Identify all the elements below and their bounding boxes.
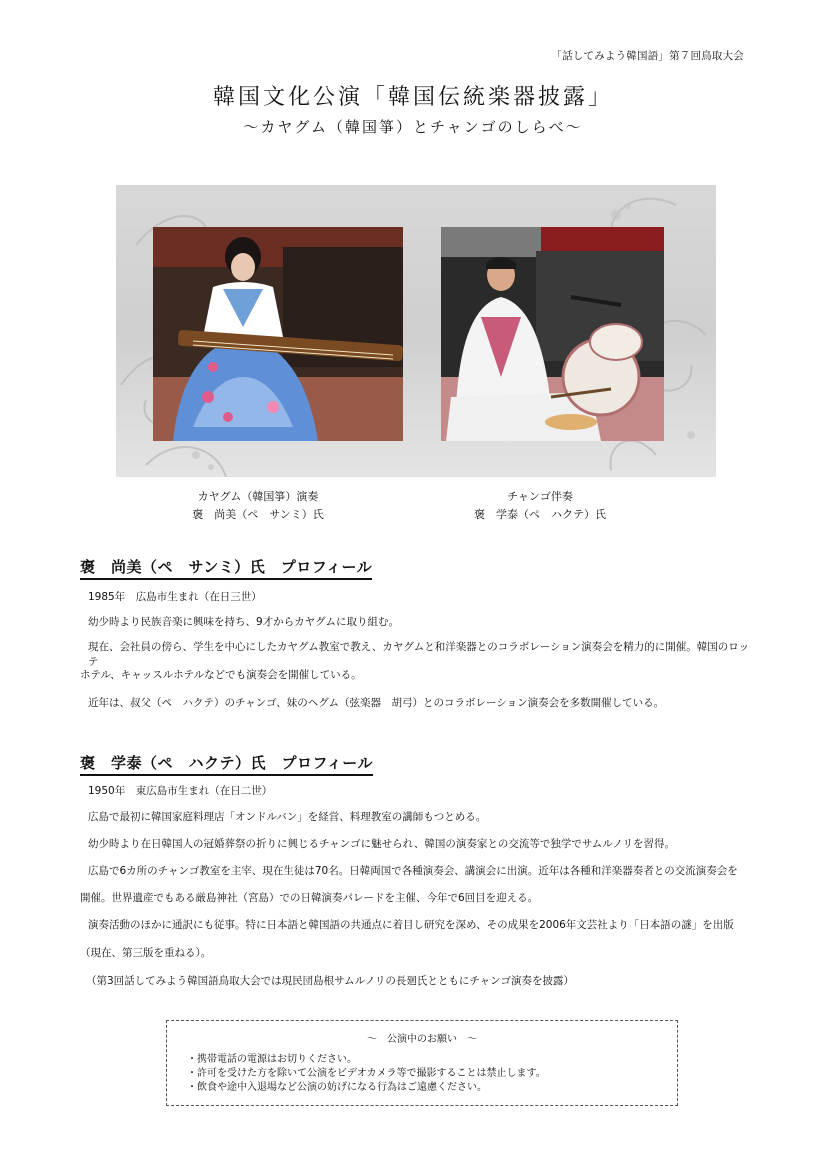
gayageum-caption-name: 褒 尚美（ペ サンミ）氏 [192,508,324,521]
gayageum-caption [178,488,338,524]
janggu-caption-role: チャンゴ伴奏 [507,490,573,503]
page-title: 韓国文化公演「韓国伝統楽器披露」 [212,85,613,110]
profile1-paragraph: 幼少時より民族音楽に興味を持ち、9才からカヤグムに取り組む。 [88,616,399,628]
notice-item: ・携帯電話の電源はお切りください。 [187,1054,357,1065]
profile1-paragraph: ホテル、キャッスルホテルなどでも演奏会を開催している。 [80,669,362,681]
profile2-paragraph: （現在、第三版を重ねる）。 [80,947,212,959]
notice-item: ・飲食や途中入退場など公演の妨げになる行為はご遠慮ください。 [187,1082,487,1093]
profile2-paragraph: 広島で6カ所のチャンゴ教室を主宰、現在生徒は70名。日韓両国で各種演奏会、講演会に出演。近年は各種和洋楽器奏者との交流演奏会を [88,865,738,877]
performance-notice-box [166,1020,678,1106]
profile2-paragraph: 1950年 東広島市生まれ（在日二世） [88,785,273,797]
profile2-paragraph: 開催。世界遺産でもある厳島神社（宮島）での日韓演奏パレードを主催、今年で6回目を迎える。 [80,892,539,904]
notice-title: 〜 公演中のお願い 〜 [367,1034,477,1045]
profile2-paragraph: 演奏活動のほかに通訳にも従事。特に日本語と韓国語の共通点に着目し研究を深め、その成果を2006年文芸社より「日本語の謎」を出版 [88,919,734,931]
profile2-paragraph: （第3回話してみよう韓国語鳥取大会では現民団島根サムルノリの長廻氏とともにチャンゴ演奏を披露） [86,975,574,987]
profile2-paragraph: 広島で最初に韓国家庭料理店「オンドルバン」を経営、料理教室の講師もつとめる。 [88,811,487,823]
photo-panel [116,185,716,477]
profile1-paragraph: 現在、会社員の傍ら、学生を中心にしたカヤグム教室で教え、カヤグムと和洋楽器とのコラボレーション演奏会を精力的に開催。韓国のロッテ [88,641,750,668]
profile1-paragraph: 近年は、叔父（ペ ハクテ）のチャンゴ、妹のヘグム（弦楽器 胡弓）とのコラボレーション演奏会を多数開催している。 [88,697,665,709]
janggu-caption-name: 褒 学泰（ペ ハクテ）氏 [474,508,606,521]
event-note: 「話してみよう韓国語」第７回鳥取大会 [551,50,744,62]
profile2-heading: 褒 学泰（ペ ハクテ）氏 プロフィール [80,752,373,776]
page-subtitle: 〜カヤグム（韓国箏）とチャンゴのしらべ〜 [243,118,583,136]
profile1-paragraph: 1985年 広島市生まれ（在日三世） [88,591,262,603]
notice-item: ・許可を受けた方を除いて公演をビデオカメラ等で撮影することは禁止します。 [187,1068,546,1079]
profile2-paragraph: 幼少時より在日韓国人の冠婚葬祭の折りに興じるチャンゴに魅せられ、韓国の演奏家との交流等で独学でサムルノリを習得。 [88,838,675,850]
profile1-heading: 褒 尚美（ペ サンミ）氏 プロフィール [80,556,372,580]
janggu-caption [460,488,620,524]
janggu-performer-photo [441,227,664,441]
gayageum-performer-photo [153,227,403,441]
gayageum-caption-role: カヤグム（韓国箏）演奏 [197,490,319,503]
